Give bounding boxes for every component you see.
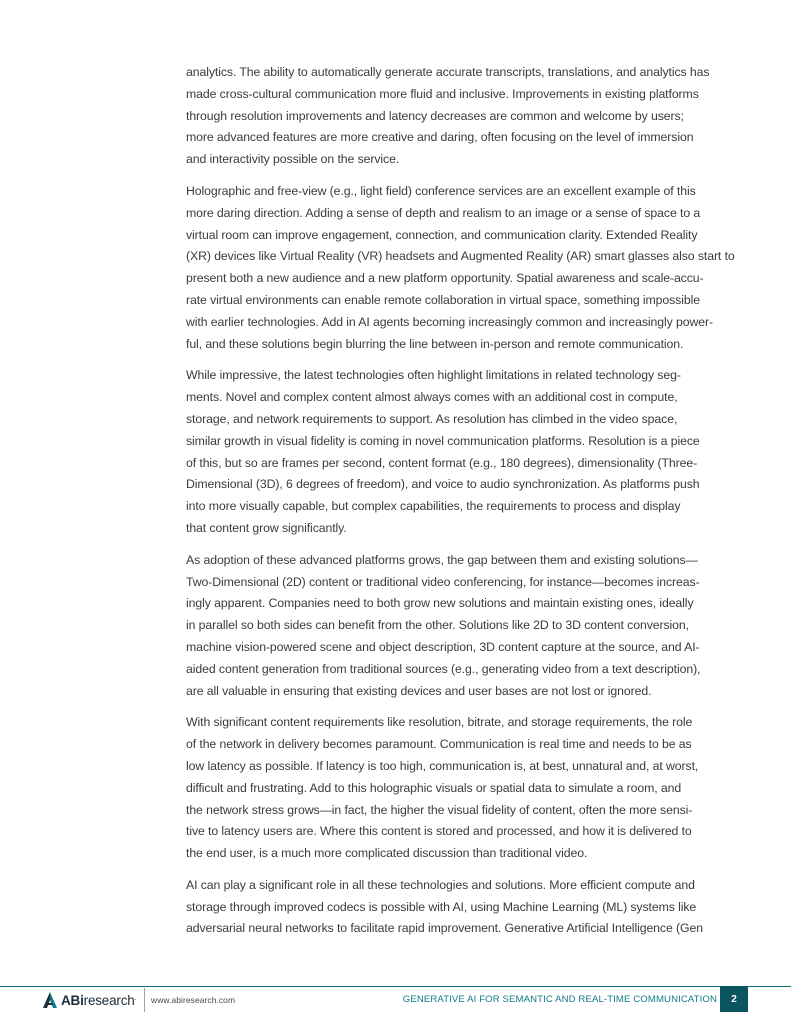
text-line: Dimensional (3D), 6 degrees of freedom), and voice to audio synchronization. As platforms push [186, 477, 700, 492]
text-line: made cross-cultural communication more fluid and inclusive. Improvements in existing platforms [186, 86, 699, 101]
text-line: through resolution improvements and latency decreases are common and welcome by users; [186, 108, 684, 123]
page-body [186, 62, 752, 950]
text-line: present both a new audience and a new platform opportunity. Spatial awareness and scale-accu- [186, 271, 704, 286]
text-line: aided content generation from traditional sources (e.g., generating video from a text description), [186, 661, 701, 676]
text-line: storage, and network requirements to support. As resolution has climbed in the video space, [186, 411, 678, 426]
website-link[interactable]: www.abiresearch.com [151, 995, 236, 1005]
text-line: (XR) devices like Virtual Reality (VR) headsets and Augmented Reality (AR) smart glasses also start to [186, 249, 735, 264]
text-line: difficult and frustrating. Add to this holographic visuals or spatial data to simulate a room, and [186, 780, 682, 795]
text-line: Two-Dimensional (2D) content or traditional video conferencing, for instance—becomes increas- [186, 574, 700, 589]
text-line: machine vision-powered scene and object description, 3D content capture at the source, and AI- [186, 639, 700, 654]
text-line: adversarial neural networks to facilitate rapid improvement. Generative Artificial Intelligence (Gen [186, 921, 703, 936]
logo-wordmark [61, 993, 137, 1008]
text-line: are all valuable in ensuring that existing devices and user bases are not lost or ignored. [186, 683, 652, 698]
text-line: ingly apparent. Companies need to both grow new solutions and maintain existing ones, ideally [186, 596, 694, 611]
text-line: low latency as possible. If latency is too high, communication is, at best, unnatural and, at worst, [186, 758, 699, 773]
text-line: more daring direction. Adding a sense of depth and realism to an image or a sense of space to a [186, 205, 701, 220]
text-line: With significant content requirements like resolution, bitrate, and storage requirements, the role [186, 715, 693, 730]
text-line: rate virtual environments can enable remote collaboration in virtual space, something impossible [186, 292, 700, 307]
text-line: with earlier technologies. Add in AI agents becoming increasingly common and increasingly power- [186, 314, 713, 329]
text-line: of the network in delivery becomes paramount. Communication is real time and needs to be as [186, 737, 692, 752]
paragraph-3 [186, 365, 752, 539]
paragraph-1 [186, 62, 752, 171]
text-line: While impressive, the latest technologies often highlight limitations in related technology seg- [186, 368, 681, 383]
paragraph-6 [186, 875, 752, 940]
text-line: ful, and these solutions begin blurring the line between in-person and remote communication. [186, 336, 684, 351]
text-line: and interactivity possible on the service. [186, 152, 400, 167]
page-number-badge: 2 [720, 986, 748, 1012]
paragraph-5 [186, 712, 752, 865]
text-line: Holographic and free-view (e.g., light field) conference services are an excellent example of this [186, 183, 696, 198]
text-line: the end user, is a much more complicated discussion than traditional video. [186, 846, 588, 861]
text-line: ments. Novel and complex content almost always comes with an additional cost in compute, [186, 390, 678, 405]
text-line: similar growth in visual fidelity is coming in novel communication platforms. Resolution is a piece [186, 433, 700, 448]
text-line: storage through improved codecs is possible with AI, using Machine Learning (ML) systems like [186, 899, 697, 914]
text-line: in parallel so both sides can benefit from the other. Solutions like 2D to 3D content conversion, [186, 618, 689, 633]
abi-research-logo[interactable] [42, 989, 137, 1011]
text-line: into more visually capable, but complex capabilities, the requirements to process and display [186, 499, 681, 514]
logo-dot-text: . [134, 992, 137, 1002]
logo-regular-text: research [83, 992, 135, 1008]
paragraph-2 [186, 181, 752, 355]
text-line: AI can play a significant role in all these technologies and solutions. More efficient compute and [186, 877, 695, 892]
paragraph-4 [186, 550, 752, 703]
text-line: analytics. The ability to automatically generate accurate transcripts, translations, and analytics has [186, 65, 710, 79]
page-footer [0, 986, 791, 1024]
report-title: GENERATIVE AI FOR SEMANTIC AND REAL-TIME COMMUNICATION [402, 994, 717, 1005]
text-line: tive to latency users are. Where this content is stored and processed, and how it is delivered to [186, 824, 692, 839]
abi-logo-mark-icon [42, 991, 58, 1009]
logo-bold-text: ABi [61, 992, 84, 1008]
text-line: of this, but so are frames per second, content format (e.g., 180 degrees), dimensionality (Three- [186, 455, 698, 470]
text-line: virtual room can improve engagement, connection, and communication clarity. Extended Reality [186, 227, 698, 242]
text-line: that content grow significantly. [186, 520, 347, 535]
footer-vertical-divider [144, 988, 145, 1012]
text-line: more advanced features are more creative and daring, often focusing on the level of immersion [186, 130, 694, 145]
text-line: the network stress grows—in fact, the higher the visual fidelity of content, often the more sensi- [186, 802, 693, 817]
text-line: As adoption of these advanced platforms grows, the gap between them and existing solutions— [186, 552, 698, 567]
